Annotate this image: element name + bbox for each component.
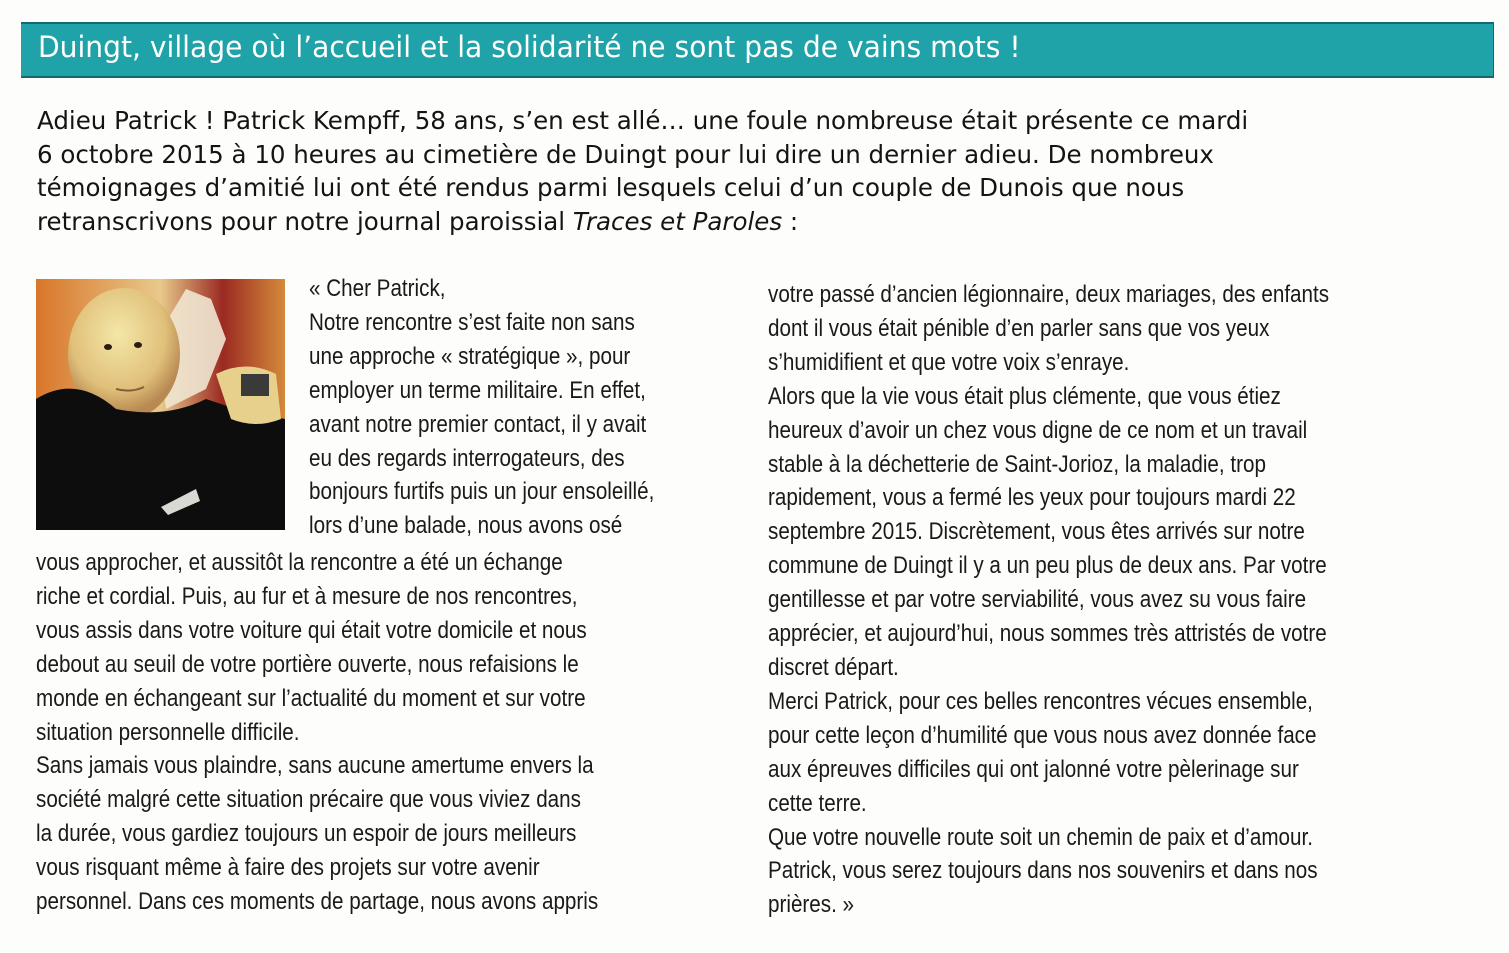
letter-line: société malgré cette situation précaire que vous viviez dans [36, 786, 581, 814]
letter-line: monde en échangeant sur l’actualité du moment et sur votre [36, 684, 586, 712]
letter-line: votre passé d’ancien légionnaire, deux mariages, des enfants [768, 281, 1330, 308]
letter-line: dont il vous était pénible d’en parler sans que vos yeux [768, 314, 1270, 342]
title-banner [21, 22, 1494, 78]
letter-line: employer un terme militaire. En effet, [309, 376, 646, 404]
letter-line: vous assis dans votre voiture qui était votre domicile et nous [36, 616, 587, 644]
letter-line: la durée, vous gardiez toujours un espoir de jours meilleurs [36, 820, 577, 848]
letter-line: Alors que la vie vous était plus clémente, que vous étiez [768, 382, 1281, 410]
intro-line-suffix: : [782, 206, 799, 236]
letter-line: avant notre premier contact, il y avait [309, 410, 647, 438]
letter-line: Notre rencontre s’est faite non sans [309, 308, 635, 336]
intro-line-prefix: retranscrivons pour notre journal paroissial [37, 206, 573, 236]
portrait-illustration [36, 279, 285, 530]
letter-line: discret départ. [768, 653, 899, 681]
portrait-photo [36, 279, 285, 530]
intro-line: Adieu Patrick ! Patrick Kempff, 58 ans, s’en est allé… une foule nombreuse était présente ce mardi [37, 106, 1249, 135]
letter-line: rapidement, vous a fermé les yeux pour toujours mardi 22 [768, 484, 1296, 512]
letter-line: riche et cordial. Puis, au fur et à mesure de nos rencontres, [36, 582, 578, 610]
letter-line: pour cette leçon d’humilité que vous nous avez donnée face [768, 721, 1317, 749]
letter-line: debout au seuil de votre portière ouverte, nous refaisions le [36, 650, 579, 678]
letter-line: Patrick, vous serez toujours dans nos souvenirs et dans nos [768, 857, 1318, 885]
letter-line: situation personnelle difficile. [36, 718, 300, 746]
letter-line: commune de Duingt il y a un peu plus de deux ans. Par votre [768, 552, 1327, 580]
letter-line: vous approcher, et aussitôt la rencontre a été un échange [36, 549, 563, 576]
article-title: Duingt, village où l’accueil et la solidarité ne sont pas de vains mots ! [38, 30, 1021, 64]
letter-line: s’humidifient et que votre voix s’enraye. [768, 348, 1130, 376]
letter-line: une approche « stratégique », pour [309, 342, 631, 370]
letter-line: lors d’une balade, nous avons osé [309, 512, 623, 540]
letter-line: Que votre nouvelle route soit un chemin de paix et d’amour. [768, 823, 1313, 851]
letter-line: bonjours furtifs puis un jour ensoleillé, [309, 478, 655, 506]
letter-line: heureux d’avoir un chez vous digne de ce nom et un travail [768, 416, 1308, 444]
letter-column-left-top [309, 272, 711, 543]
letter-line: stable à la déchetterie de Saint-Jorioz, la maladie, trop [768, 450, 1266, 478]
letter-line: aux épreuves difficiles qui ont jalonné votre pèlerinage sur [768, 755, 1299, 783]
journal-name: Traces et Paroles [572, 206, 783, 236]
letter-line: Merci Patrick, pour ces belles rencontres vécues ensemble, [768, 687, 1313, 715]
letter-line: Sans jamais vous plaindre, sans aucune amertume envers la [36, 752, 594, 780]
letter-column-right [768, 278, 1420, 922]
letter-line: « Cher Patrick, [309, 275, 446, 302]
letter-line: vous risquant même à faire des projets sur votre avenir [36, 854, 540, 882]
letter-line: gentillesse et par votre serviabilité, vous avez su vous faire [768, 586, 1307, 614]
intro-last-line [37, 205, 1457, 239]
letter-line: eu des regards interrogateurs, des [309, 444, 625, 472]
letter-line: prières. » [768, 891, 855, 919]
letter-column-left-bottom [36, 546, 690, 919]
intro-line: 6 octobre 2015 à 10 heures au cimetière de Duingt pour lui dire un dernier adieu. De nombreux [37, 139, 1214, 169]
letter-line: septembre 2015. Discrètement, vous êtes arrivés sur notre [768, 518, 1305, 546]
letter-line: cette terre. [768, 789, 867, 817]
letter-line: apprécier, et aujourd’hui, nous sommes très attristés de votre [768, 620, 1327, 648]
intro-line: témoignages d’amitié lui ont été rendus parmi lesquels celui d’un couple de Dunois que nous [37, 173, 1185, 202]
letter-line: personnel. Dans ces moments de partage, nous avons appris [36, 888, 599, 916]
article-intro [37, 104, 1457, 238]
